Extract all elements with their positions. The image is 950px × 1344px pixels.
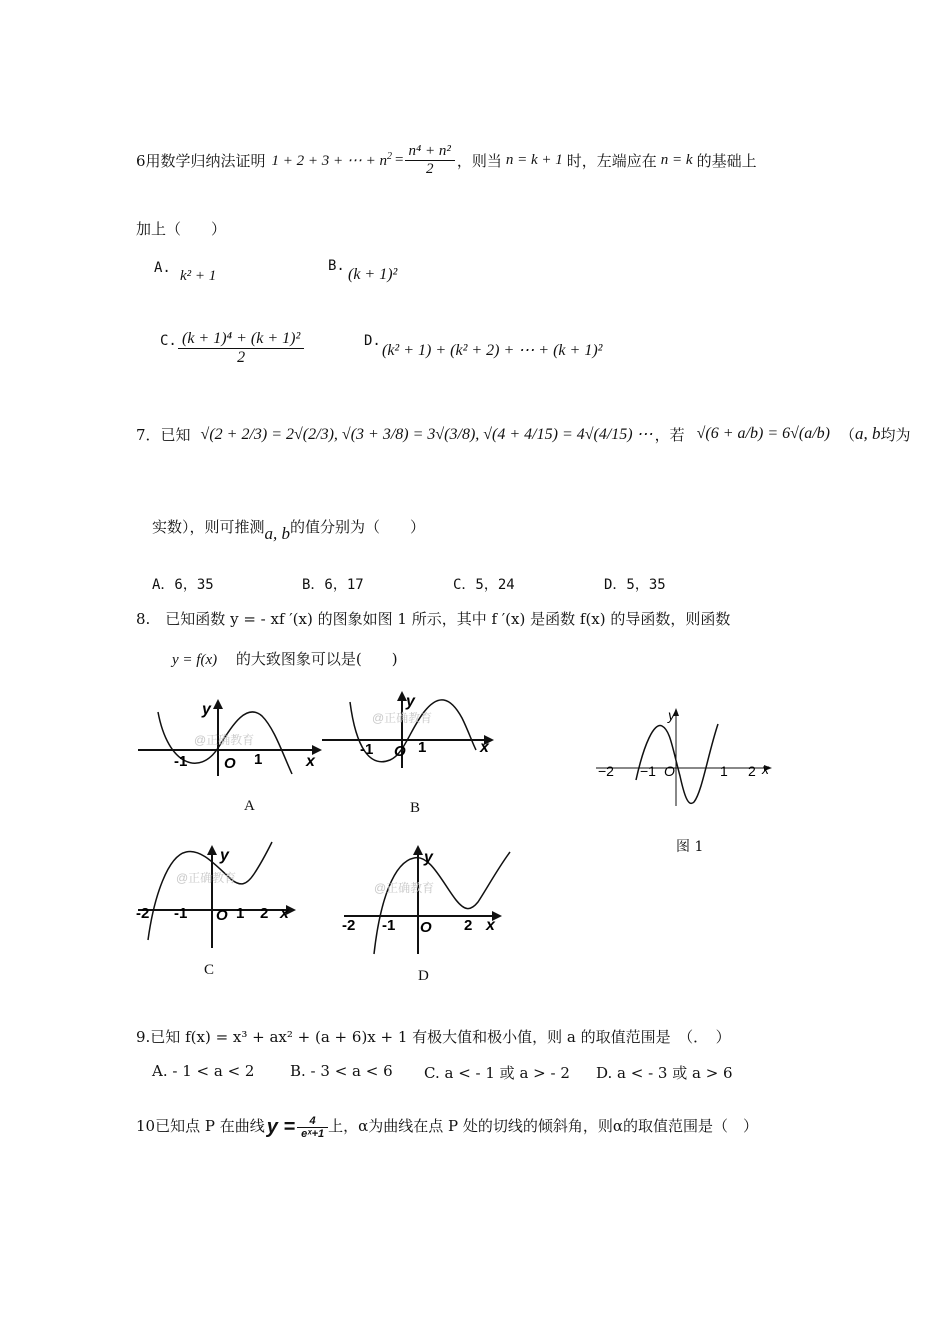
- q10-tail: 上，α为曲线在点 P 处的切线的倾斜角，则α的取值范围是（ ）: [328, 1117, 759, 1135]
- label-y: y: [668, 707, 675, 723]
- tick-1: 1: [418, 739, 427, 756]
- origin: O: [664, 763, 675, 779]
- watermark: @正确教育: [374, 881, 435, 895]
- q8-line2: [172, 648, 398, 669]
- q6-optA: k² + 1: [180, 268, 217, 284]
- origin: O: [420, 919, 432, 936]
- q7-ab: a, b: [855, 424, 881, 443]
- q6-rhs-num: n⁴ + n²: [408, 142, 451, 159]
- label-y: y: [202, 701, 211, 718]
- tick-1: 1: [720, 763, 728, 779]
- label-y: y: [424, 849, 433, 866]
- figure-1: [594, 704, 780, 808]
- q7-line1: [136, 414, 911, 454]
- q8-line2b: 的大致图象可以是( ): [235, 650, 398, 668]
- q10-curve-y: y =: [266, 1116, 296, 1138]
- origin: O: [394, 743, 406, 760]
- q7-line2b: 的值分别为（ ）: [290, 517, 426, 536]
- q6-line2: 加上（ ）: [136, 220, 227, 238]
- q6-mid2: 时，左端应在: [566, 151, 657, 170]
- graph-B-label: B: [410, 800, 421, 816]
- arrow-y-icon: [213, 699, 223, 709]
- q7-optC: C．5，24: [453, 577, 515, 593]
- q9-optC: C. a < - 1 或 a > - 2: [424, 1064, 570, 1082]
- q6-optD: (k² + 1) + (k² + 2) + ⋯ + (k + 1)²: [382, 342, 603, 359]
- tick-neg1: -1: [174, 905, 188, 922]
- q7-line2a: 实数），则可推测: [152, 517, 265, 536]
- curve: [374, 852, 510, 954]
- q7-optD: D．5，35: [604, 577, 666, 593]
- tick-2: 2: [748, 763, 756, 779]
- graph-A-label: A: [244, 798, 255, 814]
- watermark: @正确教育: [194, 733, 255, 747]
- q9-optA: A. - 1 < a < 2: [152, 1062, 255, 1080]
- q10-curve: [267, 1115, 326, 1140]
- q10-curve-frac: [299, 1115, 326, 1140]
- label-y: y: [220, 847, 229, 864]
- tick-neg2: −2: [598, 763, 614, 779]
- q9-optD: D. a < - 3 或 a > 6: [596, 1064, 733, 1082]
- q7-tail: （: [840, 425, 856, 444]
- label-x: x: [280, 905, 289, 922]
- q6-mid: ，则当: [456, 151, 502, 170]
- q6-optC-den: 2: [178, 348, 304, 367]
- tick-neg1: -1: [174, 753, 188, 770]
- label-y: y: [406, 693, 415, 710]
- graph-D: [338, 840, 518, 956]
- q6-tail: 的基础上: [696, 151, 757, 170]
- q7-condition: √(6 + a/b) = 6√(a/b): [696, 425, 830, 442]
- q8-y-fx: y = f(x): [172, 652, 218, 668]
- graph-B: [320, 688, 500, 770]
- tick-neg1: −1: [640, 763, 656, 779]
- tick-1: 1: [236, 905, 245, 922]
- q7-lead: 7．已知: [136, 425, 191, 444]
- tick-neg1: -1: [360, 741, 374, 758]
- origin: O: [216, 907, 228, 924]
- label-x: x: [306, 753, 315, 770]
- q6-equals: =: [395, 151, 404, 168]
- q6-rhs-den: 2: [405, 160, 455, 178]
- q10-lead: 10已知点 P 在曲线: [136, 1117, 265, 1135]
- tick-neg2: -2: [342, 917, 356, 934]
- q7-ab-2: a, b: [264, 524, 291, 543]
- q7-expression: √(2 + 2/3) = 2√(2/3), √(3 + 3/8) = 3√(3/8), √(4 + 4/15) = 4√(4/15) ⋯: [200, 426, 653, 443]
- q6-optC-label: C.: [160, 333, 177, 349]
- q8-line1: 8. 已知函数 y = - xf ′(x) 的图象如图 1 所示，其中 f ′(x) 是函数 f(x) 的导函数，则函数: [136, 610, 731, 628]
- q10-curve-den: eˣ+1: [297, 1127, 328, 1140]
- q7-tail2: 均为: [880, 425, 911, 444]
- graph-A: [136, 696, 326, 778]
- origin: O: [224, 755, 236, 772]
- q9-optB: B. - 3 < a < 6: [290, 1062, 393, 1080]
- tick-neg2: -2: [136, 905, 150, 922]
- q9-line1: 9.已知 f(x) = x³ + ax² + (a + 6)x + 1 有极大值和极小值，则 a 的取值范围是 （． ）: [136, 1028, 731, 1046]
- q6-n-eq-k1: n = k + 1: [505, 151, 563, 168]
- watermark: @正确教育: [372, 711, 433, 725]
- q6-lead: 6用数学归纳法证明: [136, 151, 266, 170]
- watermark: @正确教育: [176, 871, 237, 885]
- q6-n-eq-k: n = k: [660, 151, 693, 168]
- label-x: x: [762, 761, 769, 777]
- q6-optD-label: D.: [364, 333, 381, 349]
- q7-optA: A．6，35: [152, 577, 214, 593]
- q7-line2: [152, 508, 425, 544]
- q6-optB-label: B.: [328, 258, 345, 274]
- label-x: x: [486, 917, 495, 934]
- q6-optC-num: (k + 1)⁴ + (k + 1)²: [182, 330, 301, 347]
- graph-C: [132, 840, 302, 950]
- q6-rhs-fraction: [407, 143, 453, 178]
- label-x: x: [480, 739, 489, 756]
- curve: [148, 842, 272, 940]
- graph-C-label: C: [204, 962, 215, 978]
- q6-sum-lhs: 1 + 2 + 3 + ⋯ + $n^2$: [271, 150, 393, 169]
- q6-optC: [180, 330, 302, 367]
- arrow-y-icon: [207, 845, 217, 855]
- graph-D-label: D: [418, 968, 429, 984]
- tick-1: 1: [254, 751, 263, 768]
- arrow-y-icon: [413, 845, 423, 855]
- tick-2: 2: [260, 905, 269, 922]
- q6-line1: [136, 140, 757, 180]
- q10-line1: [136, 1098, 758, 1140]
- q6-optB: (k + 1)²: [348, 266, 398, 283]
- tick-2: 2: [464, 917, 473, 934]
- q10-curve-num: 4: [309, 1115, 316, 1127]
- q7-optB: B．6，17: [302, 577, 364, 593]
- q6-optA-label: A.: [154, 260, 171, 276]
- tick-neg1: -1: [382, 917, 396, 934]
- figure-1-caption: 图 1: [676, 839, 704, 855]
- q7-mid: ，若: [654, 425, 685, 444]
